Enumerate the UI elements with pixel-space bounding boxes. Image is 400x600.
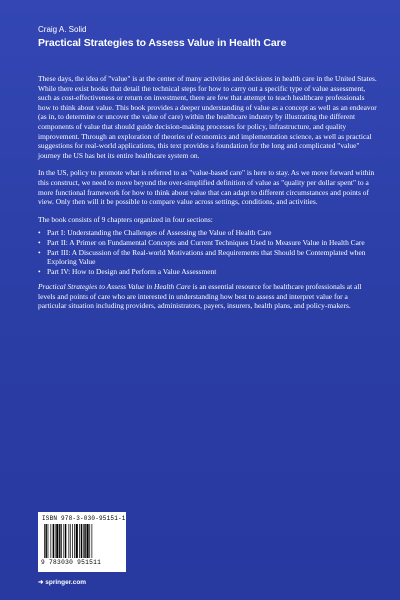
barcode-digits: 9 783030 951511 — [41, 559, 102, 566]
isbn: ISBN 978-3-030-95151-1 — [42, 515, 126, 522]
list-item: • Part IV: How to Design and Perform a Value Assessment — [38, 266, 217, 276]
barcode — [38, 512, 126, 572]
list-item: • Part II: A Primer on Fundamental Concepts and Current Techniques Used to Measure Value in Health Care — [38, 237, 365, 247]
bullet-icon: • — [38, 228, 41, 238]
barcode-bars — [44, 524, 120, 558]
bullet-icon: • — [38, 266, 41, 276]
arrow-icon: ➜ — [38, 579, 46, 586]
parts-list — [38, 228, 378, 276]
publisher-url: ➜ springer.com — [38, 579, 87, 586]
author-name: Craig A. Solid — [38, 25, 87, 34]
closing-title: Practical Strategies to Assess Value in Health Care — [38, 282, 191, 292]
book-title: Practical Strategies to Assess Value in Health Care — [38, 37, 287, 49]
blurb-closing — [38, 282, 378, 311]
blurb-paragraph-2: In the US, policy to promote what is referred to as "value-based care" is here to stay. As we move forward within this construct, we need to move beyond the over-simplified definition of value as "quality per dollar spent" to a more functional framework for how to think about value that can adapt to different circumstances and points of view. Only then will it be possible to compare value across settings, conditions, and activities. — [38, 168, 375, 207]
blurb-paragraph-1: These days, the idea of "value" is at the center of many activities and decisions in health care in the United States. While there exist books that detail the technical steps for how to carry out a specific type of value assessment, such as cost-effectiveness or return on investment, there are few that attempt to teach healthcare professionals how to think about value. This book provides a deeper understanding of value as a concept as well as an endeavor (as in, to determine or uncover the value of care) within the healthcare industry by illustrating the different components of value that should guide decision-making processes for policy, infrastructure, and quality improvement. Through an exploration of theories of economics and implementation science, as well as practical suggestions for real-world applications, this text provides a foundation for the long and complicated "value" journey the US has bet its entire healthcare system on. — [38, 74, 377, 160]
bullet-icon: • — [38, 237, 41, 247]
list-item: • Part III: A Discussion of the Real-world Motivations and Requirements that Should be Contemplated when Exploring Value — [38, 247, 366, 267]
blurb-paragraph-3: The book consists of 9 chapters organized in four sections: — [38, 214, 213, 224]
closing-text: is an essential resource for healthcare professionals at all levels and points of care who are interested in understanding how best to assess and interpret value for a particular situation including providers, administrators, payers, insurers, health plans, and policy-makers. — [38, 282, 362, 311]
list-item: • Part I: Understanding the Challenges of Assessing the Value of Health Care — [38, 228, 272, 238]
blurb — [38, 74, 378, 319]
bullet-icon: • — [38, 247, 41, 257]
